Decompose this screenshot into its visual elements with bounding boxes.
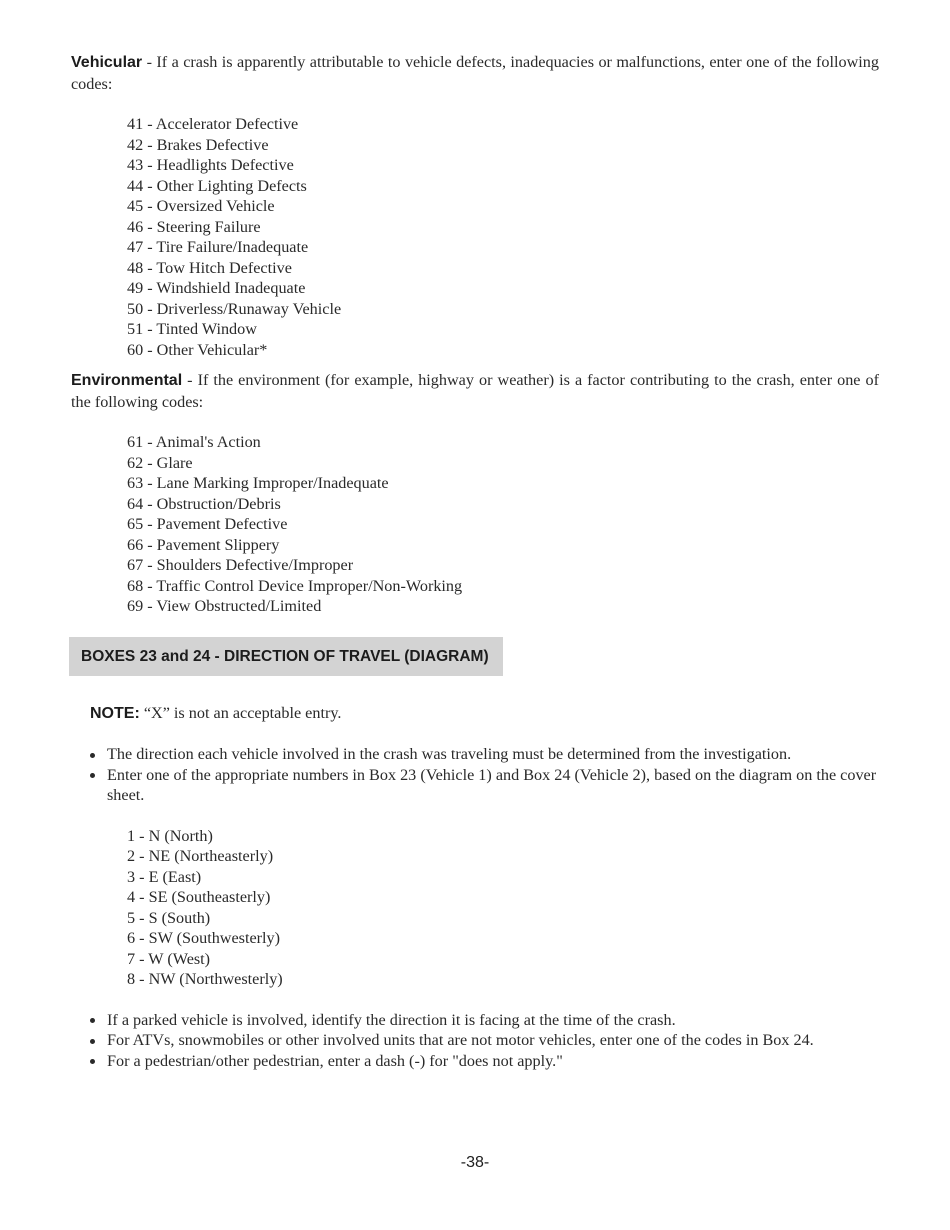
code-item: 63 - Lane Marking Improper/Inadequate [127,474,389,492]
bullet-text: The direction each vehicle involved in the crash was traveling must be determined from the investigation. [107,745,792,763]
code-item: 61 - Animal's Action [127,433,261,451]
bullet-dot-icon [90,1039,95,1044]
direction-code-list [71,826,879,990]
code-item: 44 - Other Lighting Defects [127,176,307,195]
direction-item: 5 - S (South) [127,908,211,927]
bullet-item [107,1030,879,1051]
bullet-dot-icon [90,1018,95,1023]
bullet-text: For a pedestrian/other pedestrian, enter a dash (-) for "does not apply." [107,1051,563,1070]
vehicular-term: Vehicular [71,54,143,71]
code-item: 66 - Pavement Slippery [127,535,280,554]
vehicular-paragraph [71,52,879,94]
code-item: 69 - View Obstructed/Limited [127,597,322,615]
direction-item: 8 - NW (Northwesterly) [127,970,283,988]
code-item: 45 - Oversized Vehicle [127,197,275,215]
code-item: 43 - Headlights Defective [127,156,294,174]
bullet-item [107,1010,879,1031]
code-item: 47 - Tire Failure/Inadequate [127,238,309,256]
code-item: 65 - Pavement Defective [127,515,288,533]
bullet-dot-icon [90,1059,95,1064]
note-text: “X” is not an acceptable entry. [139,703,342,722]
code-item: 64 - Obstruction/Debris [127,494,281,513]
page-number: -38- [460,1154,490,1171]
section-header-wrap [71,637,879,676]
bullet-item [107,1051,879,1072]
code-item: 51 - Tinted Window [127,320,257,338]
note-line [90,703,879,725]
bullet-text: Enter one of the appropriate numbers in Box 23 (Vehicle 1) and Box 24 (Vehicle 2), based on the diagram on the cover sheet. [107,765,877,804]
environmental-term: Environmental [71,372,183,389]
direction-item: 2 - NE (Northeasterly) [127,847,274,865]
code-item: 42 - Brakes Defective [127,135,269,154]
direction-item: 4 - SE (Southeasterly) [127,888,271,906]
code-item: 46 - Steering Failure [127,217,261,236]
note-label: NOTE: [90,704,140,722]
direction-item: 7 - W (West) [127,949,211,968]
environmental-code-list [71,432,879,617]
bullet-list-bottom [71,1010,879,1072]
section-header: BOXES 23 and 24 - DIRECTION OF TRAVEL (DIAGRAM) [69,637,503,676]
page-content [71,52,879,1071]
code-item: 67 - Shoulders Defective/Improper [127,556,354,574]
bullet-list-top [71,744,879,806]
environmental-paragraph [71,370,879,412]
vehicular-text: - If a crash is apparently attributable to vehicle defects, inadequacies or malfunctions, enter one of the following codes: [71,53,879,93]
code-item: 50 - Driverless/Runaway Vehicle [127,299,342,318]
bullet-text: If a parked vehicle is involved, identify the direction it is facing at the time of the crash. [107,1010,676,1029]
code-item: 62 - Glare [127,453,193,472]
direction-item: 3 - E (East) [127,867,202,886]
vehicular-code-list [71,114,879,360]
bullet-dot-icon [90,773,95,778]
code-item: 60 - Other Vehicular* [127,340,268,359]
bullet-dot-icon [90,753,95,758]
bullet-item [107,744,879,765]
code-item: 41 - Accelerator Defective [127,115,299,133]
code-item: 48 - Tow Hitch Defective [127,258,292,277]
environmental-text: - If the environment (for example, highway or weather) is a factor contributing to the crash, enter one of the following codes: [71,371,879,411]
direction-item: 6 - SW (Southwesterly) [127,929,281,947]
code-item: 49 - Windshield Inadequate [127,279,306,297]
bullet-text: For ATVs, snowmobiles or other involved units that are not motor vehicles, enter one of the codes in Box 24. [107,1031,814,1049]
direction-item: 1 - N (North) [127,826,213,845]
code-item: 68 - Traffic Control Device Improper/Non-Working [127,576,463,595]
bullet-item [107,765,879,806]
